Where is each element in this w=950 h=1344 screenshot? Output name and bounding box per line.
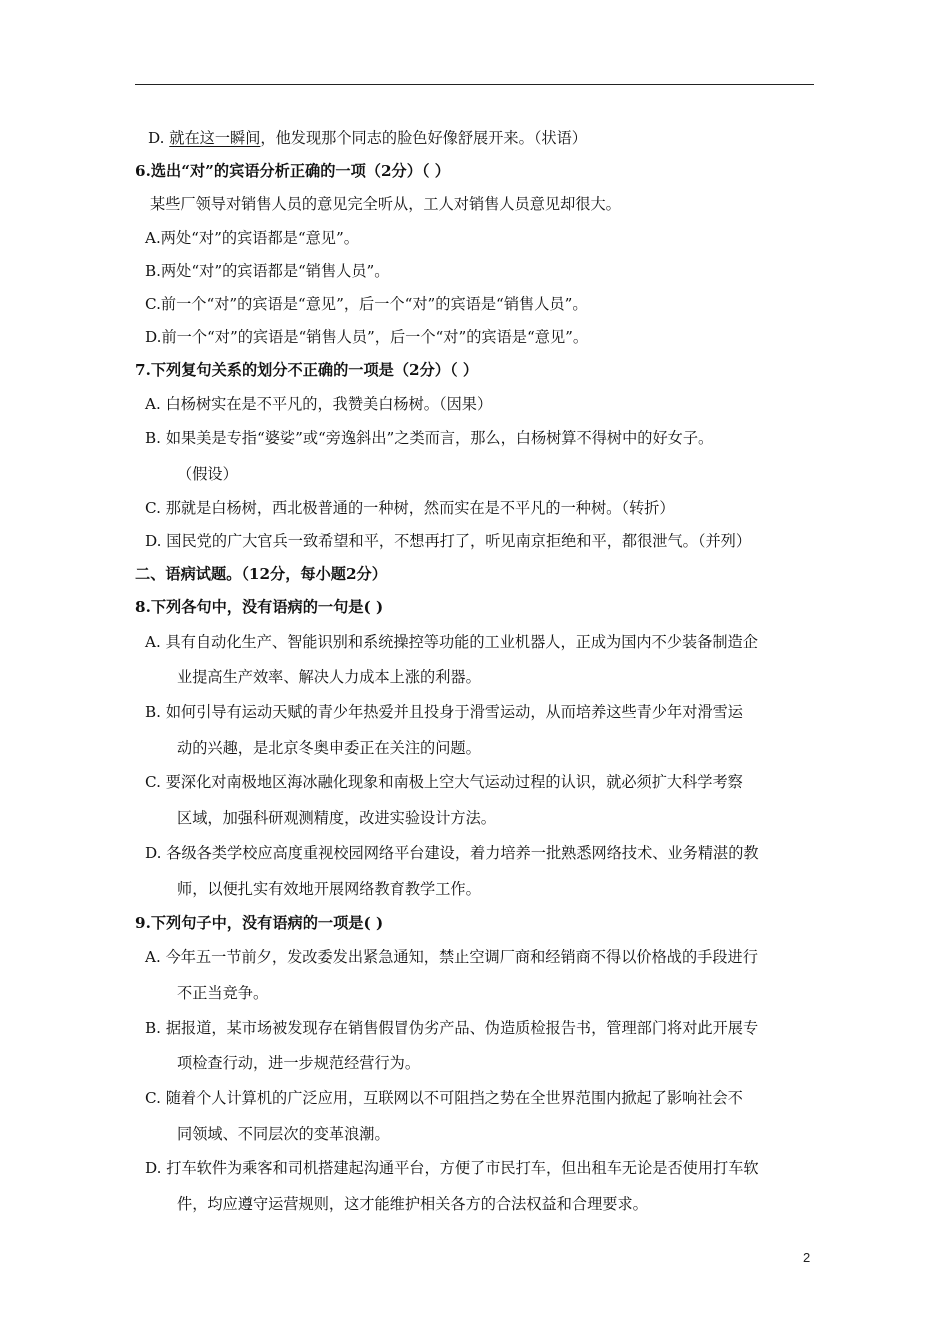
q5-option-d-underlined: 就在这一瞬间 — [169, 129, 261, 147]
q6-option-b: B.两处“对”的宾语都是“销售人员”。 — [145, 262, 390, 280]
q7-option-c: C. 那就是白杨树，西北极普通的一种树，然而实在是不平凡的一种树。（转折） — [145, 499, 675, 517]
q8-option-c: C. 要深化对南极地区海冰融化现象和南极上空大气运动过程的认识，就必须扩大科学考察 — [145, 773, 743, 791]
q5-option-d — [148, 128, 587, 148]
q8-option-c-cont: 区域，加强科研观测精度，改进实验设计方法。 — [177, 809, 496, 827]
q8-stem: 8.下列各句中，没有语病的一句是( ) — [135, 598, 384, 616]
q6-stem: 6.选出“对”的宾语分析正确的一项（2分）（ ） — [135, 162, 450, 180]
q7-stem: 7.下列复句关系的划分不正确的一项是（2分）（ ） — [135, 361, 479, 379]
q5-option-d-rest: ，他发现那个同志的脸色好像舒展开来。（状语） — [260, 129, 587, 147]
q8-option-b-cont: 动的兴趣，是北京冬奥申委正在关注的问题。 — [177, 739, 481, 757]
q9-option-c-cont: 同领域、不同层次的变革浪潮。 — [177, 1125, 390, 1143]
q9-option-d: D. 打车软件为乘客和司机搭建起沟通平台，方便了市民打车，但出租车无论是否使用打车软 — [145, 1159, 759, 1177]
q6-option-a: A.两处“对”的宾语都是“意见”。 — [145, 229, 359, 247]
q7-option-d: D. 国民党的广大官兵一致希望和平，不想再打了，听见南京拒绝和平，都很泄气。（并列） — [145, 532, 752, 550]
q9-option-d-cont: 件，均应遵守运营规则，这才能维护相关各方的合法权益和合理要求。 — [177, 1195, 648, 1213]
q9-option-b: B. 据报道，某市场被发现存在销售假冒伪劣产品、伪造质检报告书，管理部门将对此开展专 — [145, 1019, 759, 1037]
q9-option-a: A. 今年五一节前夕，发改委发出紧急通知，禁止空调厂商和经销商不得以价格战的手段进行 — [145, 948, 758, 966]
q7-option-b: B. 如果美是专指“婆娑”或“旁逸斜出”之类而言，那么，白杨树算不得树中的好女子。 — [145, 429, 714, 447]
q6-option-d: D.前一个“对”的宾语是“销售人员”，后一个“对”的宾语是“意见”。 — [145, 328, 589, 346]
header-rule — [135, 84, 814, 85]
q9-option-a-cont: 不正当竞争。 — [177, 984, 269, 1002]
page-number: 2 — [803, 1250, 811, 1265]
q5-option-d-prefix: D. — [148, 129, 170, 147]
q8-option-d-cont: 师，以便扎实有效地开展网络教育教学工作。 — [177, 880, 481, 898]
q7-option-a: A. 白杨树实在是不平凡的，我赞美白杨树。（因果） — [145, 395, 493, 413]
q9-stem: 9.下列句子中，没有语病的一项是( ) — [135, 914, 384, 932]
q8-option-a: A. 具有自动化生产、智能识别和系统操控等功能的工业机器人，正成为国内不少装备制造企 — [145, 633, 758, 651]
q9-option-c: C. 随着个人计算机的广泛应用，互联网以不可阻挡之势在全世界范围内掀起了影响社会不 — [145, 1089, 743, 1107]
q6-option-c: C.前一个“对”的宾语是“意见”，后一个“对”的宾语是“销售人员”。 — [145, 295, 588, 313]
q7-option-b-cont: （假设） — [177, 465, 238, 483]
section2-heading: 二、语病试题。（12分，每小题2分） — [135, 565, 387, 583]
q8-option-a-cont: 业提高生产效率、解决人力成本上涨的利器。 — [177, 668, 481, 686]
q6-sentence: 某些厂领导对销售人员的意见完全听从，工人对销售人员意见却很大。 — [150, 195, 621, 213]
q9-option-b-cont: 项检查行动，进一步规范经营行为。 — [177, 1054, 420, 1072]
q8-option-d: D. 各级各类学校应高度重视校园网络平台建设，着力培养一批熟悉网络技术、业务精湛的教 — [145, 844, 759, 862]
q8-option-b: B. 如何引导有运动天赋的青少年热爱并且投身于滑雪运动，从而培养这些青少年对滑雪运 — [145, 703, 743, 721]
